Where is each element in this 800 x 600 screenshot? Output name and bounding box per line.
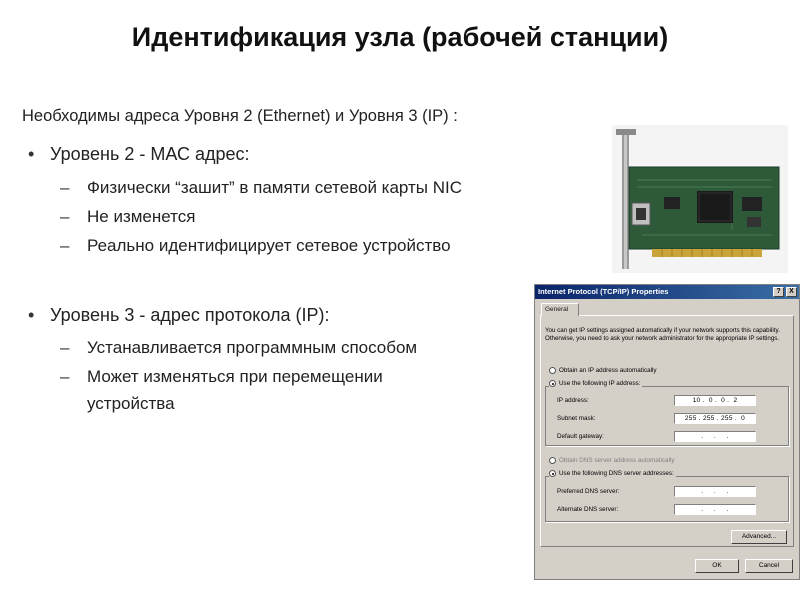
dash: – <box>60 178 70 197</box>
level2-item-text: Не изменется <box>87 207 196 226</box>
dialog-description: You can get IP settings assigned automatically if your network supports this capability. Otherwise, you need to ask your network administrator for the appropriate IP settings. <box>545 327 780 342</box>
dialog-title: Internet Protocol (TCP/IP) Properties <box>538 287 669 296</box>
level3-item-text: Может изменяться при перемещении <box>87 367 383 386</box>
ip-label: IP address: <box>557 397 589 404</box>
level3-heading: Уровень 3 - адрес протокола (IP): <box>50 305 330 325</box>
alternate-dns-input[interactable]: . . . <box>674 504 756 515</box>
bullet-level2 <box>28 144 250 165</box>
gateway-input[interactable]: . . . <box>674 431 756 442</box>
tcpip-properties-dialog <box>534 284 800 580</box>
dash: – <box>60 367 70 386</box>
level2-item <box>60 178 463 198</box>
level3-item <box>60 338 418 358</box>
level2-item <box>60 236 451 256</box>
level3-item-text: устройства <box>87 394 175 413</box>
chip-icon <box>697 191 733 223</box>
cancel-button[interactable]: Cancel <box>745 559 793 573</box>
level2-item-text: Реально идентифицирует сетевое устройство <box>87 236 451 255</box>
bullet-dot: • <box>28 305 35 325</box>
dash: – <box>60 236 70 255</box>
gateway-label: Default gateway: <box>557 433 604 440</box>
radio-auto-ip[interactable] <box>549 367 657 374</box>
level3-item <box>60 367 383 387</box>
slide-title: Идентификация узла (рабочей станции) <box>131 22 669 52</box>
network-card-image <box>612 125 788 273</box>
radio-manual-ip[interactable] <box>549 380 642 387</box>
ok-button[interactable]: OK <box>695 559 739 573</box>
radio-off-icon <box>549 457 556 464</box>
ip-address-input[interactable]: 10 . 0 . 0 . 2 <box>674 395 756 406</box>
level2-heading: Уровень 2 - МАС адрес: <box>50 144 250 164</box>
close-button[interactable]: X <box>786 287 797 297</box>
help-button[interactable]: ? <box>773 287 784 297</box>
radio-manual-dns[interactable] <box>549 470 676 477</box>
level2-item <box>60 207 196 227</box>
radio-auto-dns-label: Obtain DNS server address automatically <box>559 457 675 465</box>
radio-manual-dns-label: Use the following DNS server addresses: <box>559 470 674 478</box>
preferred-dns-label: Preferred DNS server: <box>557 488 620 495</box>
level3-item-cont <box>87 394 175 414</box>
radio-manual-ip-label: Use the following IP address: <box>559 380 641 388</box>
preferred-dns-input[interactable]: . . . <box>674 486 756 497</box>
intro-text: Необходимы адреса Уровня 2 (Ethernet) и Уровня 3 (IP) : <box>22 107 458 125</box>
radio-auto-ip-label: Obtain an IP address automatically <box>559 367 657 375</box>
dash: – <box>60 207 70 226</box>
level3-item-text: Устанавливается программным способом <box>87 338 418 357</box>
radio-auto-dns[interactable] <box>549 457 675 464</box>
advanced-button[interactable]: Advanced... <box>731 530 787 544</box>
level2-item-text: Физически “зашит” в памяти сетевой карты NIC <box>87 178 463 197</box>
subnet-mask-input[interactable]: 255 . 255 . 255 . 0 <box>674 413 756 424</box>
bullet-dot: • <box>28 144 35 164</box>
radio-on-icon <box>549 470 556 477</box>
radio-on-icon <box>549 380 556 387</box>
tab-general[interactable]: General <box>541 303 579 316</box>
radio-off-icon <box>549 367 556 374</box>
mask-label: Subnet mask: <box>557 415 596 422</box>
dash: – <box>60 338 70 357</box>
bullet-level3 <box>28 305 330 326</box>
dns-group <box>545 476 789 522</box>
dialog-titlebar[interactable] <box>535 285 799 299</box>
alternate-dns-label: Alternate DNS server: <box>557 506 619 513</box>
